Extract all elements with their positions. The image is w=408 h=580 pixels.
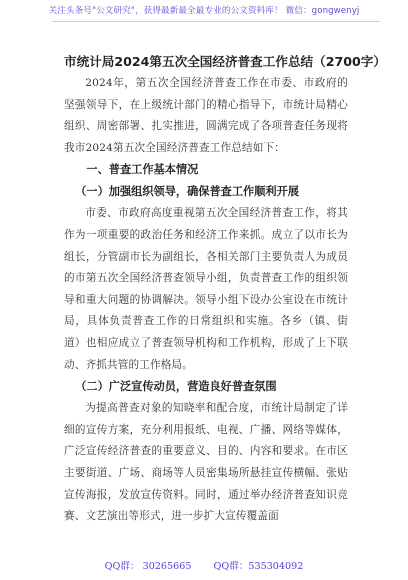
organization-paragraph: 市委、市政府高度重视第五次全国经济普查工作，将其作为一项重要的政治任务和经济工作来抓。成立了以市长为组长，分管副市长为副组长，各相关部门主要负责人为成员的市第五次全国经济普查领导小组，负责普查工作的组织领导和重大问题的协调解决。领导小组下设办公室设在市统计局，具体负责普查工作的日常组织和实施。各乡（镇、街道）也相应成立了普查领导机构和工作机构，形成了上下联动、齐抓共管的工作格局。 <box>64 207 348 371</box>
header-banner: 关注头条号"公文研究"，获得最新最全最专业的公文资料库！ 微信：gongwenyj <box>48 6 360 16</box>
document-body <box>64 54 386 528</box>
qq-group-1: QQ群： 30265665 <box>104 561 192 572</box>
document-title: 市统计局2024第五次全国经济普查工作总结（2700字） <box>64 54 386 69</box>
qq-group-2: QQ群：535304092 <box>213 561 304 572</box>
section-heading-basic-situation: 一、普查工作基本情况 <box>86 163 199 177</box>
subsection-heading-publicity: （二）广泛宣传动员，营造良好普查氛围 <box>75 380 277 394</box>
header-divider <box>52 21 380 22</box>
intro-paragraph: 2024年，第五次全国经济普查工作在市委、市政府的坚强领导下，在上级统计部门的精心指导下，市统计局精心组织、周密部署、扎实推进，圆满完成了各项普查任务现将我市2024第五次全国经济普查工作总结如下： <box>64 77 348 154</box>
subsection-heading-organization: （一）加强组织领导，确保普查工作顺利开展 <box>75 185 299 199</box>
publicity-paragraph: 为提高普查对象的知晓率和配合度，市统计局制定了详细的宣传方案，充分利用报纸、电视、广播、网络等媒体，广泛宣传经济普查的重要意义、目的、内容和要求。在市区主要街道、广场、商场等人员密集场所悬挂宣传横幅、张贴宣传海报，发放宣传资料。同时，通过举办经济普查知识竞赛、文艺演出等形式，进一步扩大宣传覆盖面 <box>64 402 348 523</box>
footer-contact <box>0 558 408 572</box>
